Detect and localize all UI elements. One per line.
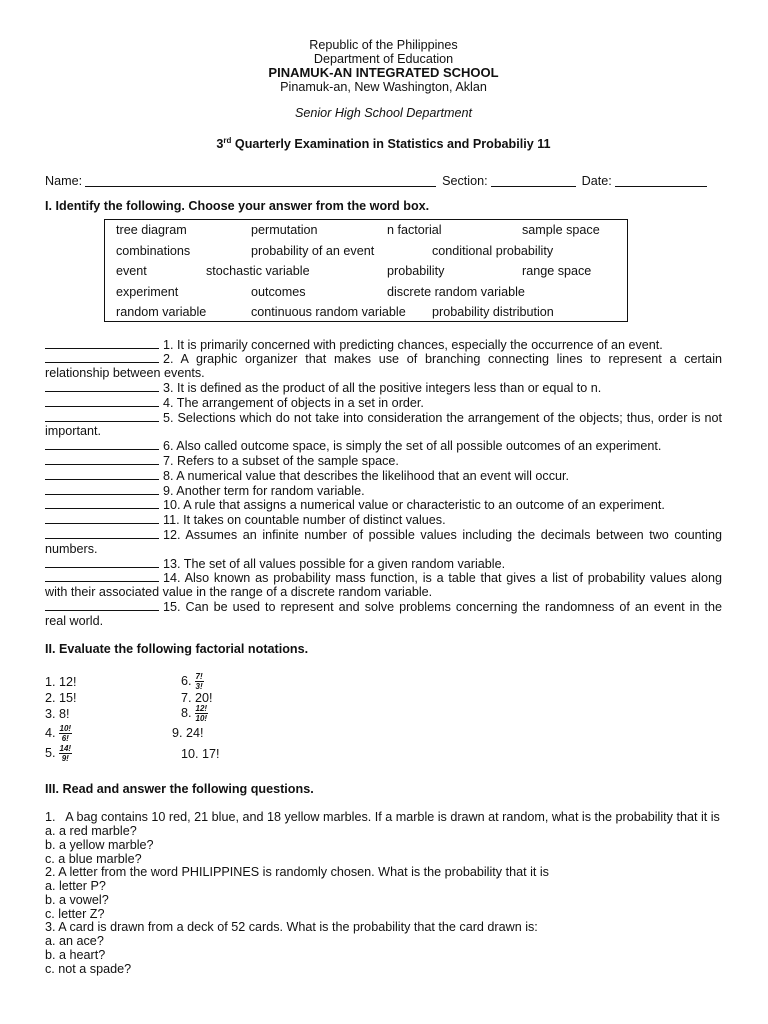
answer-blank[interactable] (45, 454, 159, 465)
question-text: 1. It is primarily concerned with predicting chances, especially the occurrence of an event. (163, 337, 663, 352)
fraction (59, 724, 73, 743)
answer-blank[interactable] (45, 469, 159, 480)
answer-blank[interactable] (45, 557, 159, 568)
problem-line: c. not a spade? (45, 961, 132, 976)
question-item (45, 469, 722, 484)
problem-line: b. a vowel? (45, 892, 109, 907)
factorial-text: 3. 8! (45, 707, 70, 722)
question-item (45, 454, 722, 469)
question-text: 11. It takes on countable number of distinct values. (163, 513, 446, 528)
word-box-item: event (116, 263, 147, 278)
part1-questions (45, 338, 722, 629)
word-box-item: discrete random variable (387, 284, 525, 299)
factorial-text: 7. 20! (181, 691, 213, 706)
factorial-item (45, 724, 72, 743)
header-department: Department of Education (313, 52, 454, 66)
word-box-item: tree diagram (116, 222, 187, 237)
exam-title-text: Quarterly Examination in Statistics and Probabiliy 11 (231, 137, 551, 152)
name-field[interactable] (85, 175, 436, 187)
question-text: 12. Assumes an infinite number of possible values including the decimals between two counting numbers. (45, 527, 722, 556)
exam-ordinal: 3 (216, 137, 224, 152)
question-item (45, 513, 722, 528)
question-text: 14. Also known as probability mass function, is a table that gives a list of probability values along with their associated value in the range of a discrete random variable. (45, 571, 722, 600)
question-text: 4. The arrangement of objects in a set in order. (163, 395, 424, 410)
factorial-item (181, 672, 204, 691)
exam-title (45, 134, 722, 152)
name-label: Name: (45, 173, 83, 188)
word-box-item: random variable (116, 304, 207, 319)
factorial-text: 2. 15! (45, 691, 77, 706)
factorial-text: 1. 12! (45, 675, 77, 690)
factorial-text: 8. (181, 705, 192, 720)
problem-line: 2. A letter from the word PHILIPPINES is randomly chosen. What is the probability that it is (45, 865, 549, 880)
word-box-item: outcomes (251, 284, 306, 299)
problem-line: 1. A bag contains 10 red, 21 blue, and 18 yellow marbles. If a marble is drawn at random, what is the probability that it is (45, 810, 720, 825)
question-item (45, 381, 722, 396)
exam-page (45, 38, 722, 977)
question-text: 7. Refers to a subset of the sample space. (163, 453, 399, 468)
word-box-item: experiment (116, 284, 179, 299)
question-text: 13. The set of all values possible for a given random variable. (163, 556, 506, 571)
question-item (45, 498, 722, 513)
question-text: 9. Another term for random variable. (163, 483, 365, 498)
problem-line: a. an ace? (45, 934, 104, 949)
answer-blank[interactable] (45, 528, 159, 539)
fraction (195, 672, 204, 691)
factorial-item (45, 676, 77, 690)
factorial-text: 5. (45, 745, 56, 760)
factorial-item (181, 704, 208, 723)
word-box-item: probability (387, 263, 445, 278)
fraction-numerator: 12! (195, 704, 208, 714)
factorial-item (181, 748, 220, 762)
factorial-item (45, 744, 72, 763)
answer-blank[interactable] (45, 439, 159, 450)
question-text: 6. Also called outcome space, is simply the set of all possible outcomes of an experiment. (163, 439, 662, 454)
factorial-item (45, 708, 70, 722)
problem-line: b. a heart? (45, 948, 106, 963)
fraction (59, 744, 73, 763)
answer-blank[interactable] (45, 513, 159, 524)
answer-blank[interactable] (45, 484, 159, 495)
problem-line: 3. A card is drawn from a deck of 52 cards. What is the probability that the card drawn is: (45, 920, 538, 935)
question-text: 2. A graphic organizer that makes use of branching connecting lines to represent a certain relationship between events. (45, 352, 722, 381)
fraction (195, 704, 209, 723)
fraction-numerator: 14! (59, 744, 72, 754)
question-item (45, 484, 722, 499)
answer-blank[interactable] (45, 498, 159, 509)
word-box-item: continuous random variable (251, 304, 406, 319)
part3-questions (45, 811, 722, 977)
fraction-numerator: 7! (195, 672, 203, 682)
fraction-denominator: 3! (195, 682, 203, 692)
question-item (45, 557, 722, 572)
word-box-item: probability of an event (251, 243, 375, 258)
word-box-item: sample space (522, 222, 600, 237)
question-item (45, 439, 722, 454)
problem-line: a. letter P? (45, 879, 106, 894)
question-text: 10. A rule that assigns a numerical value or characteristic to an outcome of an experiment. (163, 498, 665, 513)
section-field[interactable] (491, 175, 576, 187)
answer-blank[interactable] (45, 600, 159, 611)
fraction-denominator: 6! (61, 734, 69, 744)
word-box-item: permutation (251, 222, 318, 237)
answer-blank[interactable] (45, 411, 159, 422)
date-label: Date: (581, 173, 612, 188)
department-name: Senior High School Department (294, 106, 473, 120)
factorial-text: 6. (181, 673, 192, 688)
factorial-items (45, 673, 722, 773)
question-text: 3. It is defined as the product of all the positive integers less than or equal to n. (163, 380, 602, 395)
question-text: 8. A numerical value that describes the likelihood that an event will occur. (163, 468, 570, 483)
header-republic: Republic of the Philippines (309, 38, 458, 52)
fraction-numerator: 10! (59, 724, 72, 734)
fraction-denominator: 10! (195, 714, 208, 724)
word-box-item: n factorial (387, 222, 442, 237)
question-item (45, 338, 722, 353)
question-text: 15. Can be used to represent and solve problems concerning the randomness of an event in the real world. (45, 599, 722, 628)
school-address: Pinamuk-an, New Washington, Aklan (280, 80, 487, 94)
problem-line: b. a yellow marble? (45, 837, 154, 852)
part1-title: I. Identify the following. Choose your answer from the word box. (45, 198, 430, 213)
question-item (45, 411, 722, 440)
date-field[interactable] (615, 175, 707, 187)
word-box-item: conditional probability (432, 243, 554, 258)
exam-ordinal-suffix: rd (223, 136, 232, 145)
word-box-item: combinations (116, 243, 191, 258)
answer-blank[interactable] (45, 352, 159, 363)
factorial-text: 4. (45, 725, 56, 740)
factorial-item (45, 692, 77, 706)
fraction-denominator: 9! (61, 754, 69, 764)
question-item (45, 396, 722, 411)
answer-blank[interactable] (45, 338, 159, 349)
word-box (104, 219, 628, 322)
question-text: 5. Selections which do not take into consideration the arrangement of the objects; thus, order is not important. (45, 410, 722, 439)
section-label: Section: (442, 173, 488, 188)
answer-blank[interactable] (45, 396, 159, 407)
factorial-text: 9. 24! (172, 726, 204, 741)
document-header (45, 38, 722, 120)
answer-blank[interactable] (45, 571, 159, 582)
question-item (45, 528, 722, 557)
factorial-text: 10. 17! (181, 747, 220, 762)
part2-title: II. Evaluate the following factorial notations. (45, 641, 309, 656)
question-item (45, 600, 722, 629)
word-box-item: range space (522, 263, 592, 278)
answer-blank[interactable] (45, 381, 159, 392)
factorial-item (172, 727, 204, 741)
problem-line: c. letter Z? (45, 906, 105, 921)
school-name: PINAMUK-AN INTEGRATED SCHOOL (268, 65, 499, 80)
problem-line: a. a red marble? (45, 823, 137, 838)
question-item (45, 352, 722, 381)
word-box-item: probability distribution (432, 304, 554, 319)
question-item (45, 571, 722, 600)
part3-title: III. Read and answer the following questions. (45, 782, 314, 797)
student-info-line (45, 175, 722, 189)
problem-line: c. a blue marble? (45, 851, 142, 866)
word-box-item: stochastic variable (206, 263, 310, 278)
